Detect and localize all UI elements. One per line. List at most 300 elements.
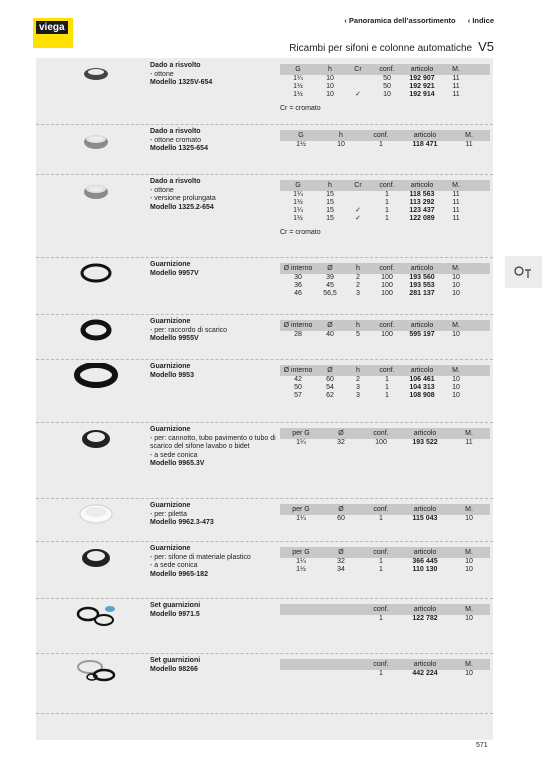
table-cell: 1 — [379, 141, 383, 148]
column-header: G — [295, 66, 301, 73]
product-title: Dado a risvolto — [150, 178, 201, 185]
column-header: M. — [452, 265, 460, 272]
table-cell: 28 — [294, 331, 302, 338]
product-image — [74, 128, 118, 161]
table-cell: 1 — [385, 191, 389, 198]
product-feature: - a sede conica — [150, 562, 198, 569]
table-cell: 1 — [385, 215, 389, 222]
spec-table-row — [280, 207, 490, 215]
spec-table-header — [280, 428, 490, 439]
column-header: M. — [452, 182, 460, 189]
column-header: h — [356, 322, 360, 329]
spec-table-row — [280, 141, 490, 149]
table-cell: 118 563 — [409, 191, 435, 198]
table-cell: 10 — [326, 83, 334, 90]
table-cell: 11 — [465, 141, 473, 148]
table-cell: 15 — [326, 215, 334, 222]
product-model: Modello 1325.2-654 — [150, 203, 214, 211]
spec-table-header — [280, 64, 490, 75]
table-cell: 192 914 — [409, 91, 435, 98]
product-title: Guarnizione — [150, 426, 191, 433]
product-model: Modello 9965-182 — [150, 570, 208, 578]
table-cell — [344, 191, 372, 199]
table-cell: 10 — [383, 91, 391, 98]
table-cell: 1¼ — [293, 191, 303, 198]
column-header: h — [356, 367, 360, 374]
product-feature: - per: sifone di materiale plastico — [150, 553, 251, 561]
table-cell: 100 — [375, 439, 387, 446]
column-header: M. — [465, 506, 473, 513]
product-model: Modello 9953 — [150, 371, 194, 379]
column-header: h — [356, 265, 360, 272]
spec-table-row — [280, 331, 490, 339]
spec-table-row — [280, 558, 490, 566]
table-cell: ✓ — [355, 91, 361, 98]
index-link[interactable]: ‹ Indice — [467, 16, 494, 25]
table-cell: 123 437 — [409, 207, 435, 214]
column-header: Ø — [338, 506, 344, 513]
spec-table-row — [280, 290, 490, 298]
table-cell: 122 782 — [412, 615, 438, 622]
spec-table — [280, 428, 490, 447]
column-header: conf. — [373, 661, 389, 668]
product-description — [150, 261, 280, 278]
table-cell: 54 — [326, 384, 334, 391]
column-header: Ø — [338, 430, 344, 437]
product-model: Modello 9962.3-473 — [150, 519, 214, 526]
table-cell: 1½ — [293, 215, 303, 222]
product-feature: - ottone — [150, 70, 174, 78]
table-cell: 1½ — [293, 91, 303, 98]
table-cell: 100 — [381, 331, 393, 338]
table-cell: 10 — [465, 558, 473, 565]
table-cell: 3 — [356, 392, 360, 399]
column-header: conf. — [373, 132, 389, 139]
column-header: articolo — [413, 606, 437, 613]
column-header: Ø interno — [283, 265, 313, 272]
product-title: Dado a risvolto — [150, 128, 201, 135]
table-cell: 10 — [452, 274, 460, 281]
product-title: Guarnizione — [150, 261, 191, 268]
spec-table-row — [280, 282, 490, 290]
table-cell: 34 — [337, 566, 345, 573]
table-cell: 442 224 — [412, 670, 438, 677]
table-cell: 57 — [294, 392, 302, 399]
table-cell: 1½ — [293, 83, 303, 90]
spec-table-header — [280, 365, 490, 376]
product-image — [74, 657, 118, 690]
table-cell: 10 — [326, 75, 334, 82]
table-cell: 11 — [452, 215, 460, 222]
table-cell: 32 — [337, 558, 345, 565]
product-feature: - per: raccordo di scarico — [150, 326, 228, 334]
table-cell: 192 907 — [409, 75, 435, 82]
product-feature: - versione prolungata — [150, 195, 216, 202]
product-description — [150, 426, 280, 469]
spec-table-row — [280, 274, 490, 282]
table-cell: 1¼ — [296, 515, 306, 522]
table-cell: 1 — [379, 670, 383, 677]
column-header: conf. — [379, 182, 395, 189]
table-cell: 104 313 — [409, 384, 435, 391]
table-cell: ✓ — [355, 215, 361, 222]
product-row — [36, 124, 493, 175]
table-cell: 1 — [379, 558, 383, 565]
product-description — [150, 502, 280, 528]
spec-table — [280, 659, 490, 678]
side-tab-thumbnail[interactable] — [505, 256, 542, 288]
spec-table — [280, 504, 490, 523]
product-image — [74, 178, 118, 211]
column-header: Ø — [327, 322, 333, 329]
section-header — [289, 39, 494, 54]
column-header: per G — [292, 430, 310, 437]
table-cell: 1½ — [296, 141, 306, 148]
table-cell: 2 — [356, 274, 360, 281]
table-cell: 1 — [379, 615, 383, 622]
table-cell: 46 — [294, 290, 302, 297]
table-cell: 595 197 — [409, 331, 435, 338]
product-feature: - a sede conica — [150, 451, 198, 459]
table-cell: 10 — [465, 670, 473, 677]
product-row — [36, 422, 493, 499]
table-cell: 50 — [294, 384, 302, 391]
table-cell: 193 522 — [412, 439, 438, 446]
spec-table-header — [280, 659, 490, 670]
product-description — [150, 657, 280, 674]
table-cell: 45 — [326, 282, 334, 289]
column-header: conf. — [379, 367, 395, 374]
product-row — [36, 653, 493, 714]
spec-table-row — [280, 83, 490, 91]
column-header: M. — [452, 66, 460, 73]
spec-table — [280, 130, 490, 149]
product-model: Modello 9957V — [150, 269, 199, 277]
product-description — [150, 363, 280, 380]
column-header — [322, 659, 360, 670]
table-cell — [344, 75, 372, 83]
column-header: conf. — [379, 66, 395, 73]
table-cell: 11 — [465, 439, 473, 446]
column-header: M. — [452, 367, 460, 374]
table-cell: 1½ — [296, 566, 306, 573]
spec-table-header — [280, 320, 490, 331]
column-header: conf. — [379, 265, 395, 272]
overview-link[interactable]: ‹ Panoramica dell’assortimento — [344, 16, 456, 25]
spec-table-row — [280, 439, 490, 447]
spec-table — [280, 547, 490, 574]
table-cell: 60 — [326, 376, 334, 383]
product-description — [150, 128, 280, 154]
table-cell — [322, 670, 360, 678]
product-feature: - per: piletta — [150, 510, 187, 518]
table-cell: 11 — [452, 199, 460, 206]
table-cell: 2 — [356, 376, 360, 383]
product-image — [74, 261, 118, 294]
table-cell: 3 — [356, 290, 360, 297]
table-cell — [280, 670, 322, 678]
column-header: conf. — [373, 506, 389, 513]
product-title: Guarnizione — [150, 545, 191, 552]
table-cell: 1¼ — [296, 439, 306, 446]
spec-table — [280, 604, 490, 623]
table-cell: 60 — [337, 515, 345, 522]
table-cell: 1¼ — [293, 75, 303, 82]
table-cell: 32 — [337, 439, 345, 446]
spec-table-header — [280, 604, 490, 615]
column-header — [280, 604, 322, 615]
spec-table-row — [280, 75, 490, 83]
table-cell: 10 — [465, 566, 473, 573]
table-cell: 1½ — [293, 199, 303, 206]
column-header: per G — [292, 506, 310, 513]
product-model: Modello 9955V — [150, 335, 199, 342]
spec-table — [280, 64, 490, 112]
column-header: articolo — [410, 367, 434, 374]
product-description — [150, 318, 280, 344]
column-header: conf. — [373, 549, 389, 556]
column-header: Cr — [354, 182, 362, 189]
column-header: M. — [465, 132, 473, 139]
column-header: articolo — [410, 322, 434, 329]
product-image — [74, 363, 118, 396]
spec-table-header — [280, 180, 490, 191]
column-header: Ø interno — [283, 367, 313, 374]
table-cell: 100 — [381, 290, 393, 297]
table-cell: 40 — [326, 331, 334, 338]
product-row — [36, 541, 493, 599]
spec-table-row — [280, 91, 490, 99]
viega-logo: viega — [33, 18, 73, 48]
table-cell: 1 — [385, 392, 389, 399]
product-description — [150, 178, 280, 212]
column-header: h — [328, 66, 332, 73]
product-row — [36, 257, 493, 315]
table-cell: 122 089 — [409, 215, 435, 222]
table-cell: 15 — [326, 207, 334, 214]
column-header: G — [298, 132, 304, 139]
column-header: articolo — [410, 265, 434, 272]
section-title: Ricambi per sifoni e colonne automatiche — [289, 43, 473, 54]
product-model: Modello 1325-654 — [150, 145, 208, 152]
column-header: M. — [465, 430, 473, 437]
column-header: articolo — [413, 549, 437, 556]
spec-table-header — [280, 547, 490, 558]
table-cell — [322, 615, 360, 623]
column-header: Ø — [327, 265, 333, 272]
product-feature: - ottone cromato — [150, 136, 201, 144]
product-title: Guarnizione — [150, 502, 191, 509]
column-header: Ø interno — [283, 322, 313, 329]
table-cell: 10 — [465, 515, 473, 522]
table-cell: 11 — [452, 75, 460, 82]
spec-table-row — [280, 191, 490, 199]
product-model: Modello 9965.3V — [150, 460, 205, 467]
table-cell: 1¼ — [293, 207, 303, 214]
product-row — [36, 598, 493, 654]
product-title: Set guarnizioni — [150, 602, 201, 609]
column-header: articolo — [413, 430, 437, 437]
table-cell: 10 — [337, 141, 345, 148]
column-header: G — [295, 182, 301, 189]
table-cell: 110 130 — [412, 566, 438, 573]
product-title: Dado a risvolto — [150, 62, 201, 69]
table-cell: 10 — [452, 392, 460, 399]
section-code: V5 — [478, 39, 494, 54]
table-cell: 115 043 — [412, 515, 438, 522]
column-header: articolo — [413, 661, 437, 668]
table-cell: 36 — [294, 282, 302, 289]
product-title: Guarnizione — [150, 363, 191, 370]
product-model: Modello 98266 — [150, 665, 198, 673]
table-cell: 1 — [379, 566, 383, 573]
table-cell: 10 — [452, 376, 460, 383]
table-cell: 5 — [356, 331, 360, 338]
spec-table-header — [280, 263, 490, 274]
table-cell: 50 — [383, 75, 391, 82]
table-cell: 11 — [452, 91, 460, 98]
table-cell: 3 — [356, 384, 360, 391]
table-cell: 192 921 — [409, 83, 435, 90]
table-cell: 50 — [383, 83, 391, 90]
spec-table-header — [280, 130, 490, 141]
table-cell: 108 908 — [409, 392, 435, 399]
table-cell: 113 292 — [409, 199, 435, 206]
table-cell: 11 — [452, 191, 460, 198]
table-cell: 11 — [452, 83, 460, 90]
product-image — [74, 426, 118, 459]
page-number: 571 — [476, 742, 488, 749]
column-header: conf. — [373, 430, 389, 437]
column-header: h — [328, 182, 332, 189]
table-cell: 42 — [294, 376, 302, 383]
table-cell: 281 137 — [409, 290, 435, 297]
spec-table — [280, 365, 490, 400]
column-header: M. — [465, 606, 473, 613]
table-cell: 11 — [452, 207, 460, 214]
table-cell: 10 — [452, 290, 460, 297]
product-image — [74, 502, 118, 535]
table-cell: 1 — [385, 207, 389, 214]
product-image — [74, 62, 118, 95]
spec-table-row — [280, 199, 490, 207]
table-cell: 30 — [294, 274, 302, 281]
table-cell — [280, 615, 322, 623]
column-header: per G — [292, 549, 310, 556]
product-row — [36, 498, 493, 542]
table-cell: 106 461 — [409, 376, 435, 383]
product-row — [36, 58, 493, 125]
table-cell — [344, 199, 372, 207]
product-description — [150, 602, 280, 619]
column-header: h — [339, 132, 343, 139]
column-header: Ø — [327, 367, 333, 374]
table-cell — [344, 83, 372, 91]
table-cell: 10 — [465, 615, 473, 622]
column-header: Cr — [354, 66, 362, 73]
spec-table — [280, 180, 490, 236]
spec-table-row — [280, 215, 490, 223]
table-cell: 1 — [385, 384, 389, 391]
top-navigation — [334, 16, 494, 25]
product-row — [36, 359, 493, 423]
column-header: articolo — [410, 182, 434, 189]
table-note: Cr = cromato — [280, 229, 321, 236]
product-row — [36, 174, 493, 258]
product-list — [36, 58, 493, 740]
table-cell: 15 — [326, 191, 334, 198]
column-header: conf. — [379, 322, 395, 329]
column-header: articolo — [410, 66, 434, 73]
table-cell: 10 — [452, 331, 460, 338]
product-feature: - ottone — [150, 186, 174, 194]
spec-table-row — [280, 384, 490, 392]
spec-table-row — [280, 566, 490, 574]
table-cell: 366 445 — [412, 558, 438, 565]
product-row — [36, 314, 493, 360]
column-header: articolo — [413, 132, 437, 139]
table-note: Cr = cromato — [280, 105, 321, 112]
column-header: M. — [465, 549, 473, 556]
product-model: Modello 1325V-654 — [150, 79, 213, 86]
table-cell: 62 — [326, 392, 334, 399]
table-cell: 100 — [381, 274, 393, 281]
siphon-icon — [505, 256, 542, 288]
column-header: conf. — [373, 606, 389, 613]
table-cell: 10 — [452, 384, 460, 391]
spec-table-row — [280, 615, 490, 623]
column-header: Ø — [338, 549, 344, 556]
spec-table — [280, 263, 490, 298]
table-cell: 1¼ — [296, 558, 306, 565]
table-cell: 100 — [381, 282, 393, 289]
product-description — [150, 545, 280, 579]
table-cell: 1 — [385, 376, 389, 383]
table-cell: 10 — [452, 282, 460, 289]
column-header — [322, 604, 360, 615]
spec-table-row — [280, 670, 490, 678]
table-cell: ✓ — [355, 207, 361, 214]
table-cell: 2 — [356, 282, 360, 289]
column-header: M. — [452, 322, 460, 329]
table-cell: 39 — [326, 274, 334, 281]
product-description — [150, 62, 280, 88]
product-image — [74, 602, 118, 635]
product-title: Set guarnizioni — [150, 657, 201, 664]
table-cell: 193 560 — [409, 274, 435, 281]
spec-table-row — [280, 392, 490, 400]
spec-table-row — [280, 376, 490, 384]
table-cell: 10 — [326, 91, 334, 98]
column-header: M. — [465, 661, 473, 668]
product-image — [74, 545, 118, 578]
table-cell: 56,5 — [323, 290, 337, 297]
product-image — [74, 318, 118, 351]
table-cell: 15 — [326, 199, 334, 206]
spec-table-header — [280, 504, 490, 515]
table-cell: 1 — [379, 515, 383, 522]
spec-table-row — [280, 515, 490, 523]
column-header — [280, 659, 322, 670]
product-title: Guarnizione — [150, 318, 191, 325]
product-model: Modello 9971.5 — [150, 610, 200, 618]
table-cell: 118 471 — [412, 141, 438, 148]
table-cell: 193 553 — [409, 282, 435, 289]
spec-table — [280, 320, 490, 339]
table-cell: 1 — [385, 199, 389, 206]
product-feature: - per: cannotto, tubo pavimento o tubo di scarico del sifone lavabo o bidet — [150, 434, 276, 450]
column-header: articolo — [413, 506, 437, 513]
